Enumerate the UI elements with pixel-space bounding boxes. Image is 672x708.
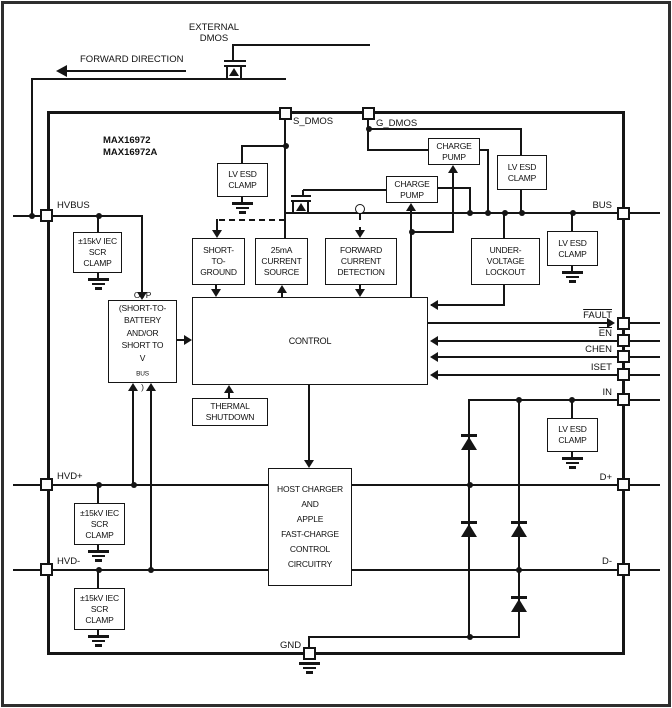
arrowhead (355, 289, 365, 297)
scr-clamp-block-hvdp (74, 503, 125, 545)
block-label: CLAMP (507, 172, 537, 183)
arrowhead (212, 230, 222, 238)
port-iset (617, 368, 630, 381)
block-label: OVP (133, 290, 152, 301)
port-label-hvd-minus: HVD- (57, 556, 81, 567)
wire (13, 215, 41, 217)
block-label: PUMP (400, 189, 424, 200)
block-label: CLAMP (85, 529, 114, 540)
junction-dot (516, 567, 522, 573)
esd-diode-icon (461, 524, 477, 537)
arrowhead (406, 203, 416, 211)
block-label: ±15kV IEC (80, 592, 119, 603)
arrowhead (137, 292, 147, 300)
external-dmos-gate-plate (224, 60, 246, 62)
undervoltage-lockout-block (471, 238, 540, 285)
wire (628, 340, 660, 342)
junction-dot (467, 634, 473, 640)
control-block (192, 297, 428, 385)
block-label: SCR (88, 247, 107, 257)
junction-dot (366, 126, 372, 132)
current-sense-tap-icon (355, 204, 365, 214)
wire (628, 356, 660, 358)
block-label: BATTERY (123, 315, 162, 326)
block-label: CONTROL (288, 335, 332, 346)
block-label: SCR (90, 518, 109, 529)
port-d-plus (617, 478, 630, 491)
arrowhead (430, 370, 438, 380)
thermal-shutdown-block (192, 398, 268, 426)
wire (233, 44, 370, 46)
block-label: CIRCUITRY (287, 559, 333, 569)
forward-direction-arrow-line (60, 70, 186, 72)
port-s-dmos (279, 107, 292, 120)
block-label: LV ESD (228, 169, 257, 179)
wire (628, 212, 660, 214)
junction-dot (29, 213, 35, 219)
port-label-fault: FAULT (583, 310, 612, 321)
external-dmos-drain-stub (240, 66, 242, 79)
port-d-minus (617, 563, 630, 576)
port-label-hvd-plus: HVD+ (57, 471, 83, 482)
junction-dot (148, 567, 154, 573)
part-number: MAX16972 MAX16972A (103, 135, 158, 158)
forward-current-detection-block (325, 238, 397, 285)
port-label-s-dmos: S_DMOS (293, 116, 334, 127)
lv-esd-clamp-block-in (547, 418, 598, 452)
block-label: LV ESD (558, 424, 587, 434)
arrowhead (430, 336, 438, 346)
port-label-d-plus: D+ (599, 472, 612, 483)
block-label: CLAMP (228, 180, 257, 190)
external-dmos-source-stub (226, 66, 228, 79)
arrowhead (430, 352, 438, 362)
block-label: LOCKOUT (485, 267, 526, 277)
block-label: GROUND (200, 267, 237, 277)
block-label: CLAMP (558, 435, 587, 445)
ground-symbol-icon (87, 278, 109, 292)
junction-dot (131, 482, 137, 488)
arrowhead (277, 285, 287, 293)
junction-dot (516, 397, 522, 403)
port-in (617, 393, 630, 406)
current-source-block (255, 238, 308, 285)
block-label: LV ESD (558, 237, 587, 248)
wire (232, 44, 234, 61)
wire (628, 374, 660, 376)
junction-dot (96, 482, 102, 488)
wire (628, 569, 660, 571)
lv-esd-clamp-block-sdmos (217, 163, 268, 197)
port-label-en: $\overline{EN}$ (598, 328, 612, 339)
arrowhead (355, 230, 365, 238)
block-label: DETECTION (337, 267, 385, 277)
port-chen (617, 350, 630, 363)
ovp-block (108, 290, 177, 393)
block-label: CHARGE (394, 178, 430, 189)
port-bus (617, 207, 630, 220)
block-label: SHORT- (203, 245, 234, 255)
lv-esd-clamp-block-gdmos (497, 155, 547, 190)
scr-clamp-block-hvbus (73, 232, 122, 273)
arrowhead (224, 385, 234, 393)
external-dmos-label: EXTERNAL DMOS (188, 22, 240, 44)
arrowhead (448, 165, 458, 173)
short-to-ground-block (192, 238, 245, 285)
port-label-chen: CHEN (585, 344, 612, 355)
block-label: SCR (90, 603, 109, 614)
arrowhead (211, 289, 221, 297)
block-label: THERMAL (210, 401, 250, 411)
esd-diode-icon (461, 437, 477, 450)
external-dmos-body-arrow (229, 68, 239, 76)
block-label: AND (301, 499, 319, 509)
block-label: CLAMP (85, 614, 114, 625)
block-label: SOURCE (263, 267, 300, 277)
ground-symbol-icon (87, 550, 109, 564)
port-hvd-plus (40, 478, 53, 491)
block-label: SHORT TO (121, 340, 164, 351)
charge-pump-block-lower (386, 176, 438, 203)
port-label-d-minus: D- (601, 556, 612, 567)
block-label: CURRENT (340, 256, 382, 266)
block-label: CHARGE (436, 140, 472, 151)
block-label: TO- (211, 256, 226, 266)
wire (628, 484, 660, 486)
block-label: CLAMP (83, 258, 112, 268)
block-label: HOST CHARGER (277, 484, 343, 494)
junction-dot (502, 210, 508, 216)
junction-dot (467, 210, 473, 216)
arrowhead (430, 300, 438, 310)
junction-dot (519, 210, 525, 216)
wire (31, 78, 33, 217)
ground-symbol-icon (561, 271, 583, 285)
block-label: SHUTDOWN (205, 412, 255, 422)
port-hvbus (40, 209, 53, 222)
wire (628, 399, 660, 401)
arrowhead (304, 460, 314, 468)
block-label: VOLTAGE (486, 256, 525, 266)
block-label: CLAMP (558, 248, 587, 259)
junction-dot (96, 567, 102, 573)
host-charger-block (268, 468, 352, 586)
port-en (617, 334, 630, 347)
scr-clamp-block-hvdm (74, 588, 125, 630)
junction-dot (485, 210, 491, 216)
forward-direction-arrowhead (56, 65, 67, 77)
block-label: UNDER- (489, 245, 522, 255)
ground-symbol-icon (231, 202, 253, 216)
lv-esd-clamp-block-bus (547, 231, 598, 266)
port-label-g-dmos: G_DMOS (376, 118, 418, 129)
block-label: FAST-CHARGE (281, 529, 339, 539)
block-label-vbus: V $_{BUS}$ ) (136, 352, 149, 393)
arrowhead (184, 335, 192, 345)
junction-dot (467, 482, 473, 488)
junction-dot (283, 143, 289, 149)
block-label: LV ESD (507, 161, 537, 172)
esd-diode-icon (511, 524, 527, 537)
port-fault (617, 317, 630, 330)
port-label-bus: BUS (592, 200, 612, 211)
port-g-dmos (362, 107, 375, 120)
block-label: AND/OR (126, 327, 159, 338)
ground-symbol-icon (298, 662, 320, 676)
junction-dot (409, 229, 415, 235)
block-label: APPLE (296, 514, 324, 524)
port-label-iset: ISET (590, 362, 612, 373)
port-label-in: IN (602, 387, 612, 398)
block-label: ±15kV IEC (78, 236, 117, 246)
ground-symbol-icon (87, 635, 109, 649)
port-label-hvbus: HVBUS (57, 200, 90, 211)
forward-direction-label: FORWARD DIRECTION (80, 54, 184, 65)
block-label: FORWARD (339, 245, 383, 255)
wire (628, 322, 660, 324)
block-label: 25mA (270, 245, 293, 255)
wire (32, 78, 286, 80)
junction-dot (96, 213, 102, 219)
block-label: CONTROL (289, 544, 331, 554)
charge-pump-block-upper (428, 138, 480, 165)
arrowhead (146, 383, 156, 391)
block-label: CURRENT (261, 256, 302, 266)
block-label: PUMP (442, 151, 466, 162)
esd-diode-icon (511, 599, 527, 612)
block-label: (SHORT-TO- (118, 302, 167, 313)
arrowhead (128, 383, 138, 391)
block-label: ±15kV IEC (80, 507, 119, 518)
port-gnd (303, 647, 316, 660)
port-hvd-minus (40, 563, 53, 576)
ground-symbol-icon (561, 457, 583, 471)
port-label-gnd: GND (280, 640, 302, 651)
